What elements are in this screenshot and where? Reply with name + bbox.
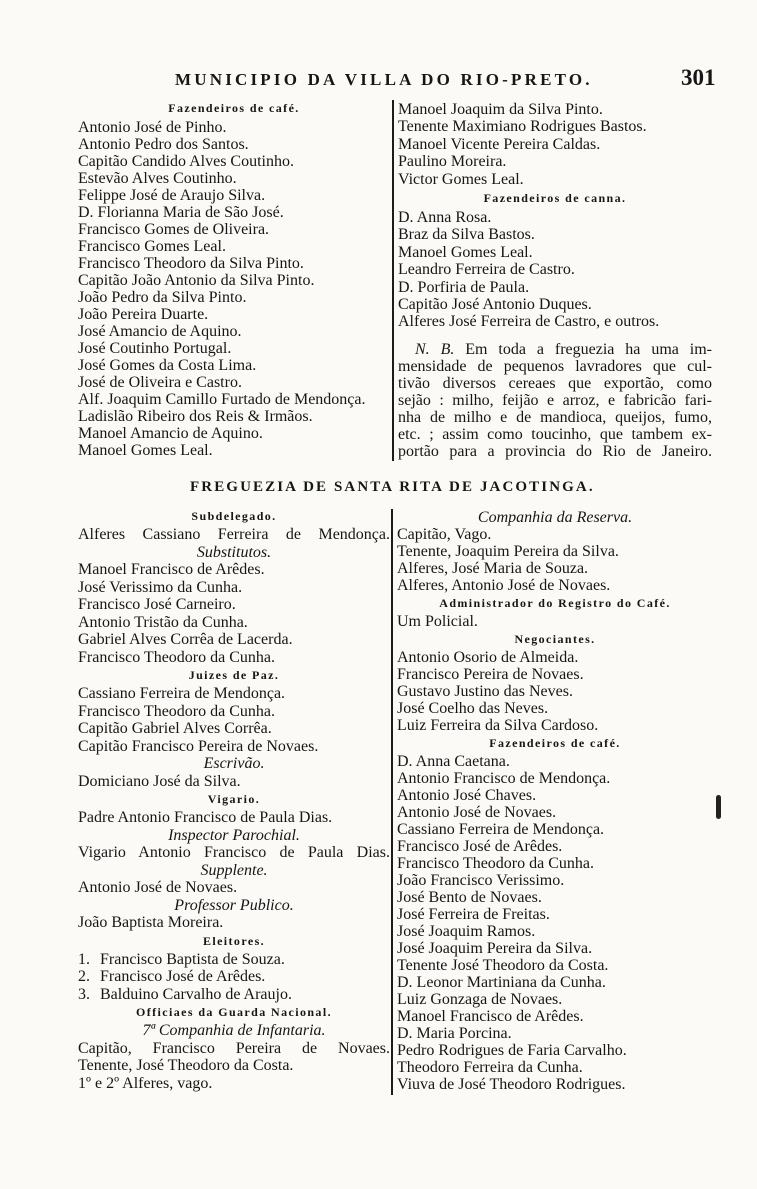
subheading-supplente: Supplente. [200,861,268,879]
official-item: Francisco Theodoro da Cunha. [78,648,275,666]
cafe-farmer-item: Cassiano Ferreira de Mendonça. [397,821,605,838]
cafe-farmer-item: D. Maria Porcina. [397,1025,512,1042]
elector-number: 3. [78,985,90,1003]
cafe-farmer-item: Felippe José de Araujo Silva. [78,187,266,204]
officer-item: Capitão, Francisco Pereira de Novaes. [78,1039,390,1057]
elector-number: 1. [78,950,90,968]
cafe-farmer-item: Estevão Alves Coutinho. [78,170,237,187]
cafe-farmer-item: Tenente Maximiano Rodrigues Bastos. [398,118,647,136]
official-item: Um Policial. [397,613,478,630]
merchant-item: Luiz Ferreira da Silva Cardoso. [397,717,599,734]
section-heading-guarda-nacional: Officiaes da Guarda Nacional. [136,1005,332,1019]
cafe-farmer-item: José Amancio de Aquino. [78,323,242,340]
canna-farmer-item: D. Porfiria de Paula. [398,278,530,296]
note-text: Em toda a freguezia ha uma im- [465,340,712,358]
running-head: MUNICIPIO DA VILLA DO RIO-PRETO. [175,70,593,89]
subheading-professor: Professor Publico. [174,896,294,914]
cafe-farmer-item: Theodoro Ferreira da Cunha. [397,1059,583,1076]
officer-item: Alferes, José Maria de Souza. [397,560,589,577]
cafe-farmer-item: D. Anna Caetana. [397,753,510,770]
official-item: Cassiano Ferreira de Mendonça. [78,685,286,702]
section-heading-juizes: Juizes de Paz. [188,668,280,682]
cafe-farmer-item: Manoel Francisco de Arêdes. [397,1008,584,1025]
note-paragraph [398,341,712,460]
cafe-farmer-item: Francisco Gomes Leal. [78,238,226,255]
official-item: Gabriel Alves Corrêa de Lacerda. [78,631,293,648]
canna-farmer-item: D. Anna Rosa. [398,208,492,226]
cafe-farmer-item: Capitão Candido Alves Coutinho. [78,153,294,170]
section-heading-vigario: Vigario. [207,792,261,806]
section-heading-canna: Fazendeiros de canna. [483,190,627,205]
cafe-farmer-item: Francisco Theodoro da Silva Pinto. [78,255,304,272]
cafe-farmer-item: Victor Gomes Leal. [398,170,524,188]
cafe-farmer-item: Ladislão Ribeiro dos Reis & Irmãos. [78,408,313,425]
official-item: Capitão Gabriel Alves Corrêa. [78,720,272,737]
officer-item: Alferes, Antonio José de Novaes. [397,577,611,594]
page-number: 301 [681,65,716,90]
cafe-farmer-item: José Joaquim Ramos. [397,923,536,940]
cafe-farmer-item: João Pereira Duarte. [78,306,209,323]
section-heading-cafe: Fazendeiros de café. [489,736,621,750]
section-heading-cafe: Fazendeiros de café. [168,101,300,115]
cafe-farmer-item: José Bento de Novaes. [397,889,542,906]
official-item: Antonio José de Novaes. [78,879,238,896]
section-heading-registro: Administrador do Registro do Café. [439,596,671,610]
cafe-farmer-item: Paulino Moreira. [398,153,507,171]
merchant-item: Gustavo Justino das Neves. [397,683,573,700]
cafe-farmer-item: Antonio José de Pinho. [78,119,227,136]
note-line: etc. ; assim como toucinho, que tambem ex- [398,425,712,443]
cafe-farmer-item: Viuva de José Theodoro Rodrigues. [397,1076,626,1093]
cafe-farmer-item: Manoel Joaquim da Silva Pinto. [398,101,603,118]
cafe-farmer-item: Luiz Gonzaga de Novaes. [397,991,563,1008]
cafe-farmer-item: Antonio Pedro dos Santos. [78,136,249,153]
subheading-escrivao: Escrivão. [203,755,265,772]
cafe-farmer-item: José Ferreira de Freitas. [397,906,550,923]
elector-item [78,986,390,1004]
note-line [398,341,712,358]
cafe-farmer-item: Francisco Gomes de Oliveira. [78,221,270,238]
elector-item [78,968,390,986]
subheading-reserva: Companhia da Reserva. [477,509,633,526]
note-line: tivão diversos cereaes que exportão, como [398,374,712,392]
cafe-farmer-item: Antonio Francisco de Mendonça. [397,770,611,787]
cafe-farmer-item: Manoel Vicente Pereira Caldas. [398,135,601,153]
merchant-item: Francisco Pereira de Novaes. [397,666,584,683]
note-line: portão para a provincia do Rio de Janeiro. [398,442,712,460]
cafe-farmer-item: Manoel Gomes Leal. [78,442,213,459]
column-rule [392,100,394,461]
cafe-farmer-item: D. Leonor Martiniana da Cunha. [397,974,606,991]
canna-farmer-item: Manoel Gomes Leal. [398,243,533,261]
officer-item: 1º e 2º Alferes, vago. [78,1074,213,1092]
officer-item: Tenente, José Theodoro da Costa. [78,1057,294,1074]
note-label: N. B. [415,340,455,358]
subheading-inspector: Inspector Parochial. [168,826,300,844]
elector-name: Francisco Baptista de Souza. [100,950,285,968]
cafe-farmer-item: Capitão João Antonio da Silva Pinto. [78,272,315,289]
cafe-farmer-item: José Joaquim Pereira da Silva. [397,940,593,957]
freguezia-title: FREGUEZIA DE SANTA RITA DE JACOTINGA. [190,479,595,495]
ink-mark [716,795,721,819]
cafe-farmer-item: Antonio José Chaves. [397,787,537,804]
cafe-farmer-item: João Pedro da Silva Pinto. [78,289,247,306]
santa-rita-right-column [397,509,713,1093]
rio-preto-right-column [398,101,712,460]
cafe-farmer-item: Francisco José de Arêdes. [397,838,563,855]
official-item: Domiciano José da Silva. [78,772,241,790]
section-heading-negociantes: Negociantes. [514,632,596,646]
officer-item: Tenente, Joaquim Pereira da Silva. [397,543,619,560]
official-item: Alferes Cassiano Ferreira de Mendonça. [78,526,390,543]
elector-item [78,951,390,969]
official-item: João Baptista Moreira. [78,914,224,931]
canna-farmer-item: Braz da Silva Bastos. [398,226,535,244]
note-line: sejão : milho, feijão e arroz, e fabricão fari- [398,391,712,409]
cafe-farmer-item: Pedro Rodrigues de Faria Carvalho. [397,1042,627,1059]
note-line: nha de milho e de mandioca, queijos, fumo, [398,408,712,426]
merchant-item: José Coelho das Neves. [397,700,549,717]
official-item: José Verissimo da Cunha. [78,578,243,596]
subheading-substitutos: Substitutos. [196,543,272,561]
cafe-farmer-item: José Coutinho Portugal. [78,340,232,357]
officer-item: Capitão, Vago. [397,526,492,543]
santa-rita-left-column [78,507,390,1092]
elector-number: 2. [78,968,90,985]
elector-name: Francisco José de Arêdes. [100,968,266,985]
rio-preto-left-column [78,97,390,459]
canna-farmer-item: Capitão José Antonio Duques. [398,295,592,313]
cafe-farmer-item: José de Oliveira e Castro. [78,374,242,391]
official-item: Francisco Theodoro da Cunha. [78,702,275,720]
canna-farmer-item: Alferes José Ferreira de Castro, e outros. [398,313,660,331]
merchant-item: Antonio Osorio de Almeida. [397,649,579,666]
section-heading-eleitores: Eleitores. [202,933,266,948]
cafe-farmer-item: Francisco Theodoro da Cunha. [397,855,594,872]
section-heading-subdelegado: Subdelegado. [191,509,277,523]
cafe-farmer-item: Manoel Amancio de Aquino. [78,425,263,442]
cafe-farmer-item: Alf. Joaquim Camillo Furtado de Mendonça. [78,391,366,408]
official-item: Vigario Antonio Francisco de Paula Dias. [78,844,390,861]
cafe-farmer-item: Antonio José de Novaes. [397,804,557,821]
official-item: Antonio Tristão da Cunha. [78,613,248,631]
cafe-farmer-item: José Gomes da Costa Lima. [78,357,257,374]
official-item: Capitão Francisco Pereira de Novaes. [78,737,319,755]
official-item: Francisco José Carneiro. [78,596,236,613]
column-rule [391,509,393,1095]
official-item: Manoel Francisco de Arêdes. [78,561,265,578]
cafe-farmer-item: D. Florianna Maria de São José. [78,204,284,221]
elector-name: Balduino Carvalho de Araujo. [100,985,292,1003]
note-line: mensidade de pequenos lavradores que cul- [398,357,712,375]
subheading-infantaria: 7ª Companhia de Infantaria. [142,1022,326,1039]
cafe-farmer-item: Tenente José Theodoro da Costa. [397,957,609,974]
cafe-farmer-item: João Francisco Verissimo. [397,872,565,889]
canna-farmer-item: Leandro Ferreira de Castro. [398,261,575,279]
official-item: Padre Antonio Francisco de Paula Dias. [78,809,333,826]
